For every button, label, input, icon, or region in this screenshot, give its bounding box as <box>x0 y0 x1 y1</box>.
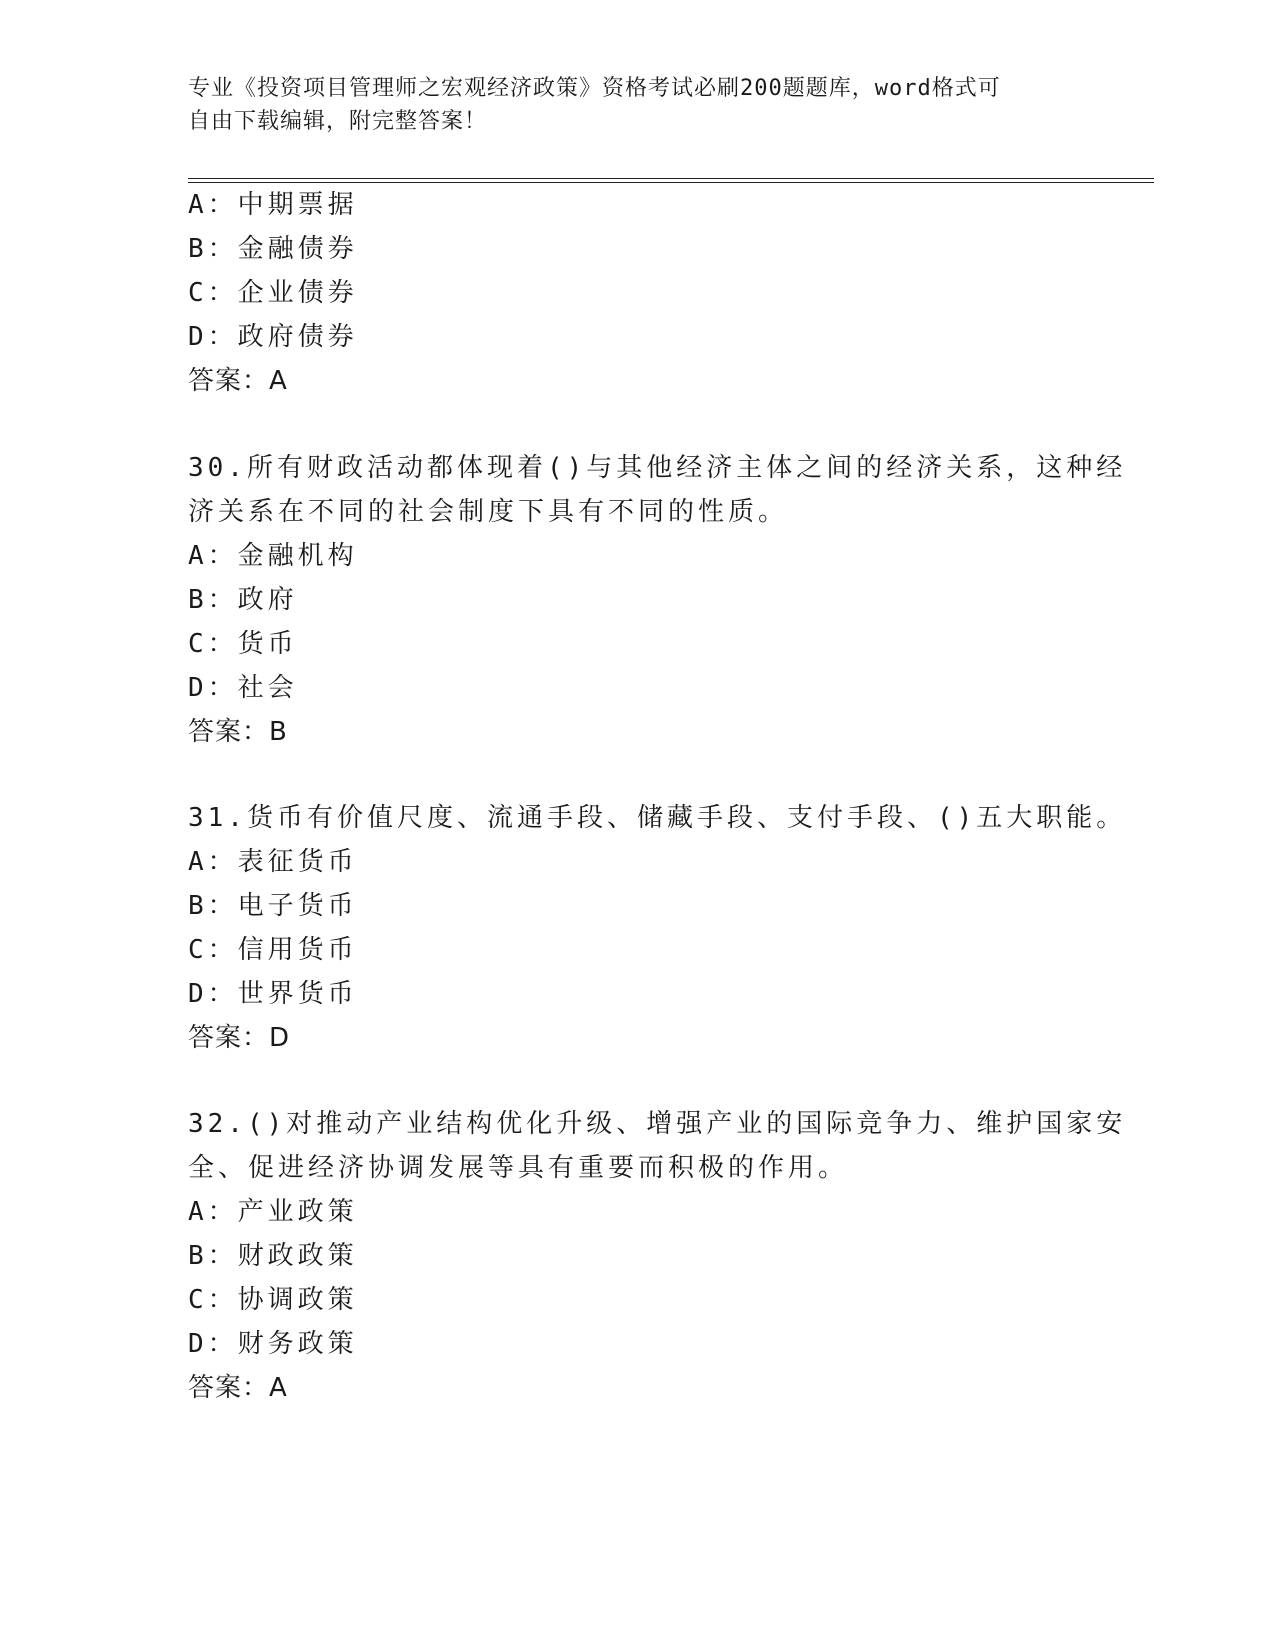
q32-option-c: C：协调政策 <box>188 1285 358 1315</box>
header-divider <box>188 178 1154 183</box>
q30-answer: 答案：B <box>188 717 288 747</box>
document-header <box>188 72 1088 138</box>
header-line-1: 专业《投资项目管理师之宏观经济政策》资格考试必刷200题题库，word格式可 <box>188 76 1001 101</box>
q31-option-b: B：电子货币 <box>188 891 358 921</box>
q32-question-line-2: 全、促进经济协调发展等具有重要而积极的作用。 <box>188 1153 849 1183</box>
q30-option-d: D：社会 <box>188 673 298 703</box>
q29-option-b: B：金融债券 <box>188 234 358 264</box>
q32-option-a: A：产业政策 <box>188 1197 358 1227</box>
q32-answer: 答案：A <box>188 1373 288 1403</box>
q31-answer: 答案：D <box>188 1023 291 1053</box>
q30-question-line-2: 济关系在不同的社会制度下具有不同的性质。 <box>188 497 789 527</box>
q30-question-line-1: 30.所有财政活动都体现着()与其他经济主体之间的经济关系，这种经 <box>188 453 1127 483</box>
q30-option-c: C：货币 <box>188 629 298 659</box>
header-line-2: 自由下载编辑，附完整答案！ <box>188 109 488 134</box>
q32-question-line-1: 32.()对推动产业结构优化升级、增强产业的国际竞争力、维护国家安 <box>188 1109 1127 1139</box>
q30-option-a: A：金融机构 <box>188 541 358 571</box>
q29-option-a: A：中期票据 <box>188 190 358 220</box>
q31-option-a: A：表征货币 <box>188 847 358 877</box>
q29-option-d: D：政府债券 <box>188 322 358 352</box>
q32-option-b: B：财政政策 <box>188 1241 358 1271</box>
q31-option-c: C：信用货币 <box>188 935 358 965</box>
q31-option-d: D：世界货币 <box>188 979 358 1009</box>
q30-option-b: B：政府 <box>188 585 298 615</box>
q31-question-line-1: 31.货币有价值尺度、流通手段、储藏手段、支付手段、()五大职能。 <box>188 803 1127 833</box>
q29-answer: 答案：A <box>188 366 288 396</box>
q32-option-d: D：财务政策 <box>188 1329 358 1359</box>
q29-option-c: C：企业债券 <box>188 278 358 308</box>
